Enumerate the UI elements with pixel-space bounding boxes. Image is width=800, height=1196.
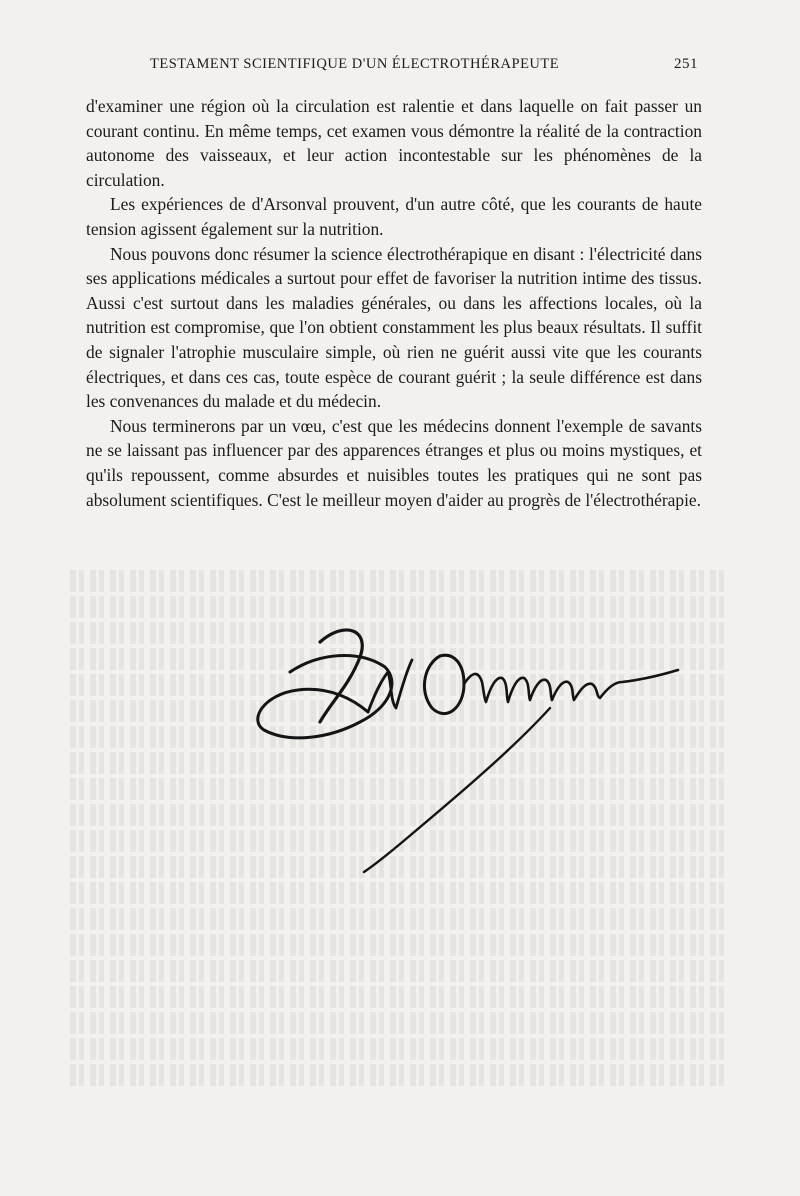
page-number: 251 (674, 56, 698, 72)
paragraph-4: Nous terminerons par un vœu, c'est que les médecins donnent l'exemple de savants ne se laissant pas influencer par des apparences étranges et plus ou moins mystiques, et qu'ils repoussent, comme absurdes et nuisibles toutes les pratiques qui ne sont pas absolument scientifiques. C'est le meilleur moyen d'aider au progrès de l'électrothérapie. (86, 415, 702, 510)
paragraph-2: Les expériences de d'Arsonval prouvent, d'un autre côté, que les courants de haute tension agissent également sur la nutrition. (86, 194, 702, 239)
running-title: TESTAMENT SCIENTIFIQUE D'UN ÉLECTROTHÉRAPEUTE (150, 56, 560, 72)
paragraph-1: d'examiner une région où la circulation est ralentie et dans laquelle on fait passer un courant continu. En même temps, cet examen vous démontre la réalité de la contraction autonome des vaisseaux, et leur action incontestable sur les phénomènes de la circulation. (86, 96, 702, 190)
running-header (150, 56, 698, 78)
body-text (86, 94, 702, 512)
handwritten-signature (250, 612, 690, 882)
paragraph-3: Nous pouvons donc résumer la science électrothérapique en disant : l'électricité dans ses applications médicales a surtout pour effet de favoriser la nutrition intime des tissus. Aussi c'est surtout dans les maladies générales, ou dans les affections locales, où la nutrition est compromise, que l'on obtient constamment les plus beaux résultats. Il suffit de signaler l'atrophie musculaire simple, où rien ne guérit aussi vite que les courants électriques, et dans ces cas, toute espèce de courant guérit ; la seule différence est dans les convenances du malade et du médecin. (86, 243, 702, 412)
